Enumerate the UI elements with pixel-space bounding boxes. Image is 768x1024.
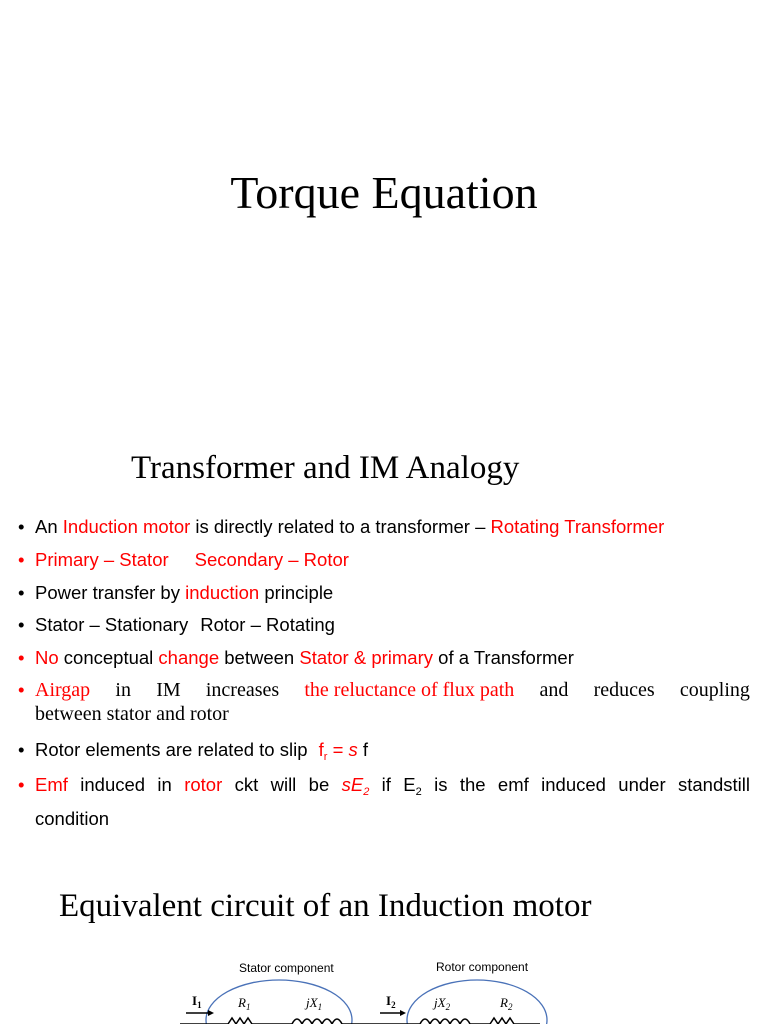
arrow-head-icon <box>400 1010 406 1016</box>
rotor-component-label: Rotor component <box>436 960 529 974</box>
resistor-r2 <box>490 1018 540 1024</box>
bullet-dot: • <box>18 549 25 570</box>
bullet-dot: • <box>18 516 25 537</box>
jx2-label: $jX_2$ <box>434 995 451 1012</box>
bullet-dot: • <box>18 774 25 795</box>
bullet-airgap: • Airgap in IM increases the reluctance of flux path and reduces coupling between stator and rotor <box>18 679 750 725</box>
jx1-label: $jX_1$ <box>306 995 323 1012</box>
bullet-rotor-slip: • Rotor elements are related to slip $f_r = s$ f <box>18 739 369 763</box>
bullet-dot: • <box>18 739 25 760</box>
r1-label: $R_1$ <box>238 995 251 1012</box>
arrow-head-icon <box>208 1010 214 1016</box>
r2-label: $R_2$ <box>500 995 513 1012</box>
slide3-title: Equivalent circuit of an Induction motor <box>59 888 592 924</box>
bullet-dot: • <box>18 647 25 668</box>
stator-ellipse <box>206 980 352 1024</box>
slide1-title: Torque Equation <box>230 167 538 218</box>
bullet-dot: • <box>18 679 25 700</box>
slide2-title: Transformer and IM Analogy <box>131 450 520 486</box>
equivalent-circuit-diagram <box>0 950 768 1024</box>
bullet-induction-motor: • An Induction motor is directly related to a transformer – Rotating Transformer <box>18 516 665 537</box>
rotor-ellipse <box>407 980 547 1024</box>
current-i2-label: $I_2$ <box>386 993 396 1010</box>
bullet-no-change: • No conceptual change between Stator & primary of a Transformer <box>18 647 574 668</box>
inductor-x2 <box>420 1019 470 1024</box>
current-i1-label: $I_1$ <box>192 993 202 1010</box>
bullet-dot: • <box>18 614 25 635</box>
bullet-primary-secondary: • Primary – Stator Secondary – Rotor <box>18 549 349 570</box>
resistor-r1 <box>180 1018 256 1024</box>
bullet-dot: • <box>18 582 25 603</box>
stator-component-label: Stator component <box>239 961 334 975</box>
bullet-emf-induced: • Emf induced in rotor ckt will be $sE_2$ if $E_2$ is the emf induced under standstill condition <box>18 774 750 829</box>
bullet-power-transfer: • Power transfer by induction principle <box>18 582 334 603</box>
bullet-stator-rotor: • Stator – Stationary Rotor – Rotating <box>18 614 335 635</box>
inductor-x1 <box>292 1019 342 1024</box>
